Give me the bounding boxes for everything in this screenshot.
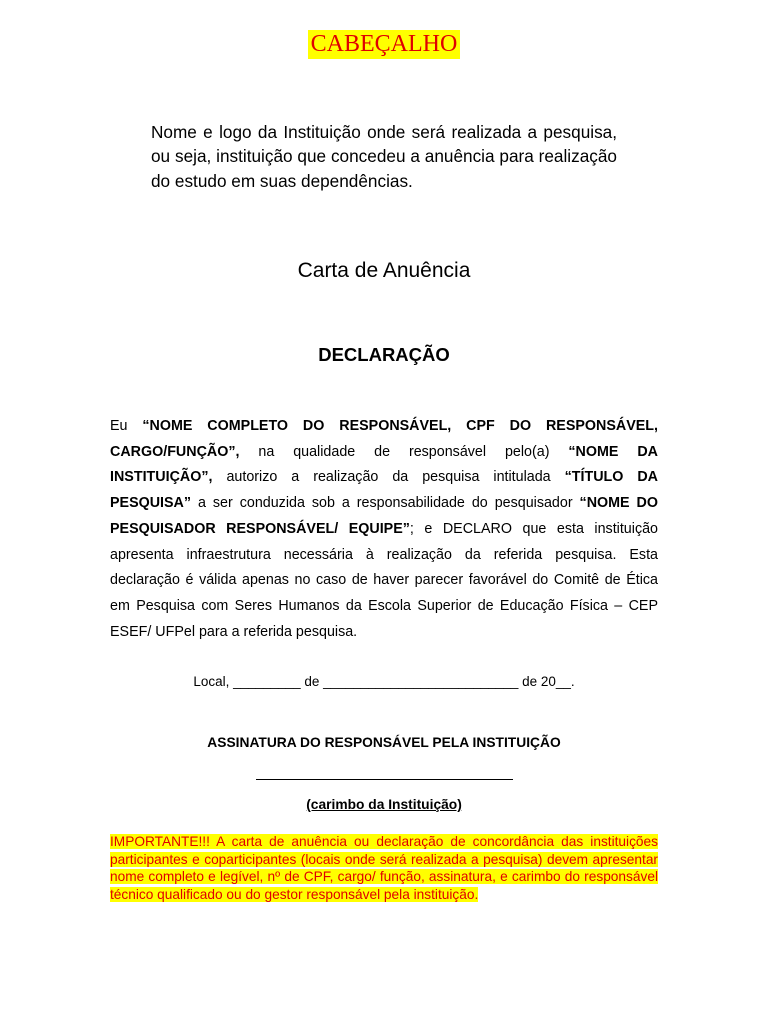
declaration-text: a ser conduzida sob a responsabilidade do pesquisador (191, 495, 580, 512)
declaration-title: DECLARAÇÃO (318, 344, 450, 365)
important-note (110, 833, 658, 904)
signature-heading: ASSINATURA DO RESPONSÁVEL PELA INSTITUIÇÃO (207, 735, 561, 750)
header-label: CABEÇALHO (308, 30, 461, 59)
responsible-placeholder: “NOME COMPLETO DO RESPONSÁVEL, CPF DO RESPONSÁVEL, CARGO/FUNÇÃO”, (110, 418, 658, 460)
researcher-placeholder: “NOME DO PESQUISADOR RESPONSÁVEL/ EQUIPE” (110, 495, 658, 537)
stamp-note (0, 797, 768, 812)
declaration-paragraph (110, 414, 658, 645)
declaration-text: ; e DECLARO que esta instituição apresenta infraestrutura necessária à realização da referida pesquisa. Esta declaração é válida apenas no caso de haver parecer favorável do Comitê de Ética em Pesquisa com Seres Humanos da Escola Superior de Educação Física – CEP ESEF/ UFPel para a referida pesquisa. (110, 520, 658, 640)
document-title: Carta de Anuência (297, 259, 471, 282)
stamp-note-label: (carimbo da Instituição) (306, 797, 462, 812)
header-placeholder (0, 30, 768, 58)
declaration-text: Eu (110, 418, 143, 434)
important-note-text: IMPORTANTE!!! A carta de anuência ou declaração de concordância das instituições participantes e coparticipantes (locais onde será realizada a pesquisa) devem apresentar nome completo e legível, nº de CPF, cargo/ função, assinatura, e carimbo do responsável técnico qualificado ou do gestor responsável pela instituição. (110, 834, 658, 903)
institution-note: Nome e logo da Instituição onde será realizada a pesquisa, ou seja, instituição que concedeu a anuência para realização do estudo em suas dependências. (151, 122, 617, 191)
institution-placeholder: “NOME DA INSTITUIÇÃO”, (110, 443, 658, 486)
research-title-placeholder: “TÍTULO DA PESQUISA” (110, 469, 658, 512)
declaration-text: na qualidade de responsável pelo(a) (239, 443, 569, 460)
declaration-text: autorizo a realização da pesquisa intitulada (212, 469, 565, 486)
signature-line (256, 779, 513, 780)
date-line: Local, _________ de __________________________ de 20__. (193, 674, 575, 689)
